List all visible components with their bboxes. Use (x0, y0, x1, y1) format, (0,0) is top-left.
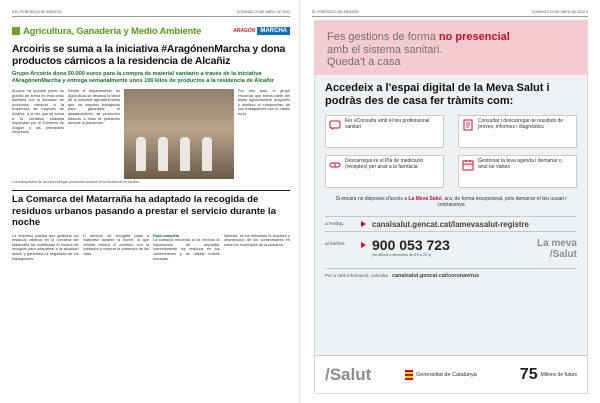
registration-url[interactable]: canalsalut.gencat.cat/lamevasalut-registre (372, 219, 529, 229)
section-bullet-icon (12, 27, 20, 35)
article-body (12, 89, 290, 179)
service-tile (325, 115, 444, 148)
photo-figure (202, 137, 212, 171)
page-header (312, 10, 588, 17)
info-url[interactable]: canalsalut.gencat.cat/coronavirus (392, 273, 479, 279)
article-column-3: Por otro lado, el grupo recuerda que forma parte del tejido agroindustrial aragonés y destaca el compromiso de sus trabajadores con el medio rural. (238, 89, 290, 116)
notice-bold: La Meva Salut (408, 196, 442, 202)
service-tile (458, 115, 577, 148)
info-label: Per a més informació, consulta (325, 273, 389, 278)
notice-pre: Si encara no disposes d'accés a (335, 196, 409, 202)
phone-row (325, 238, 577, 260)
article-divider (12, 190, 290, 191)
service-tile (458, 155, 577, 188)
phone-number[interactable]: 900 053 723 (372, 237, 450, 253)
phone-label: al telèfon: (325, 242, 346, 247)
ad-title (327, 31, 575, 69)
service-tile-text: Consultar i descarregar-te resultats de proves, informes i diagnòstics (478, 118, 564, 130)
milions-de-futurs-logo (520, 366, 577, 384)
header-right: DOMINGO 24 DE ABRIL DE 2022 (236, 10, 290, 14)
document-icon (462, 119, 474, 131)
service-tile (325, 155, 444, 188)
web-label: a l'enllaç: (325, 221, 345, 227)
ad-title-banner (315, 21, 587, 75)
article-column-1: Arcoiris ha querido poner su granito de arena en esta crisis sanitaria con la donación de productos cárnicos a la residencia de mayores de Alcañiz, a la vez que se suma a la iniciativa solidaria impulsada por el Gobierno de Aragón y las principales empresas. (12, 89, 64, 135)
service-tile-text: Gestionar la teva agenda i demanar o anul·lar visites (478, 158, 562, 170)
article-column-2: Desde el departamento de Agricultura se destaca la labor de la industria agroalimentaria que ha seguido trabajando para garantizar el abastecimiento de productos básicos a toda la población durante la pandemia. (68, 89, 120, 126)
generalitat-text: Generalitat de Catalunya (416, 371, 477, 378)
section-bar (12, 24, 290, 38)
notice-post: , ara, de forma excepcional, pots demanar el teu usuari i contrasenya (437, 196, 567, 208)
article-photo-block (124, 89, 234, 179)
ad-title-line1: Fes gestions de forma (327, 31, 439, 43)
ad-title-line3: Queda't a casa (327, 56, 401, 68)
phone-hours: (de dilluns a divendres de 8 h a 20 h) (372, 253, 432, 257)
service-tiles (325, 115, 577, 188)
brand-text-a: ARAGÓN (233, 28, 256, 34)
aragon-en-marcha-logo (233, 27, 290, 35)
la-meva-salut-logo: La meva /Salut (536, 238, 577, 260)
second-article-column-1: La empresa pública que gestiona los residuos urbanos en la comarca del Matarraña ha modificado el horario de recogida para adaptarse a la situación actual y garantizar la seguridad de los trabajadores. (12, 233, 79, 261)
registration-link-row (325, 216, 577, 232)
article-subhead: Grupo Arcoiris dona 50.000 euros para la compra de material sanitario a través de la iniciativa #AragónenMarcha y entrega semanalmente unos 100 kilos de productos a la residencia de Alcañiz (12, 71, 274, 84)
generalitat-logo (405, 370, 495, 380)
pill-icon (329, 159, 341, 171)
column-text: La comarca recuerda a los vecinos la importancia de depositar correctamente los residuos en los contenedores y de utilizar bolsas cerradas. (153, 238, 220, 261)
info-row (325, 268, 577, 279)
column-subtitle: Ruta completa (153, 233, 180, 238)
senyera-icon (405, 370, 413, 380)
second-article-column-3 (153, 234, 220, 362)
ad-title-line2: amb el sistema sanitari. (327, 43, 443, 56)
photo-figure (136, 137, 146, 171)
section-title: Agricultura, Ganadería y Medio Ambiente (23, 25, 202, 37)
anys-number: 75 (519, 365, 538, 383)
ad-heading: Accedeix a l'espai digital de la Meva Salut i podràs des de casa fer tràmits com: (325, 82, 550, 107)
service-tile-text: Descarregar-te el Pla de medicació (receptes) per anar a la farmàcia (345, 158, 424, 170)
page-header (12, 10, 290, 17)
header-left: EL PERIÓDICO DE ARAGÓN (312, 10, 359, 14)
arrow-right-icon (361, 221, 366, 227)
second-article-column-4: Además, se ha reforzado la limpieza y desinfección de los contenedores en todos los municipios de la comarca. (223, 233, 290, 247)
photo-figure (180, 137, 190, 171)
service-tile-text: Fer eConsulta amb el teu professional sanitari (345, 118, 430, 130)
right-page (300, 0, 600, 403)
phone-block (372, 238, 527, 257)
second-article-column-2: El servicio de recogida pasa a realizarse durante la noche, lo que permite reducir el contacto con la población y mejorar la eficiencia de las rutas. (82, 233, 149, 257)
access-notice (325, 196, 577, 208)
ad-title-bold: no presencial (438, 31, 510, 43)
arrow-right-icon (361, 242, 366, 248)
second-article-headline: La Comarca del Matarraña ha adaptado la recogida de residuos urbanos pasando a prestar el servicio durante la noche (12, 194, 276, 229)
photo-caption: Los trabajadores de Arcoiris entregan productos cárnicos en la residencia de Alcañiz. (12, 180, 140, 184)
anys-text: Milions de futurs (540, 371, 577, 378)
chat-icon (329, 119, 341, 131)
ad-main-panel (315, 75, 587, 393)
article-photo (124, 89, 234, 179)
brand-text-b: MARCHA (257, 27, 290, 35)
salut-logo: /Salut (325, 364, 372, 384)
ad-footer (315, 355, 587, 393)
header-right: DOMINGO 24 DE ABRIL DE 2022 9 (531, 10, 588, 14)
article-headline: Arcoiris se suma a la iniciativa #AragónenMarcha y dona productos cárnicos a la residencia de Alcañiz (12, 43, 286, 67)
calendar-icon (462, 159, 474, 171)
advertisement (314, 20, 588, 394)
header-left: 8 EL PERIÓDICO DE ARAGÓN (12, 10, 62, 14)
second-article-body (12, 234, 290, 362)
photo-figure (158, 137, 168, 171)
